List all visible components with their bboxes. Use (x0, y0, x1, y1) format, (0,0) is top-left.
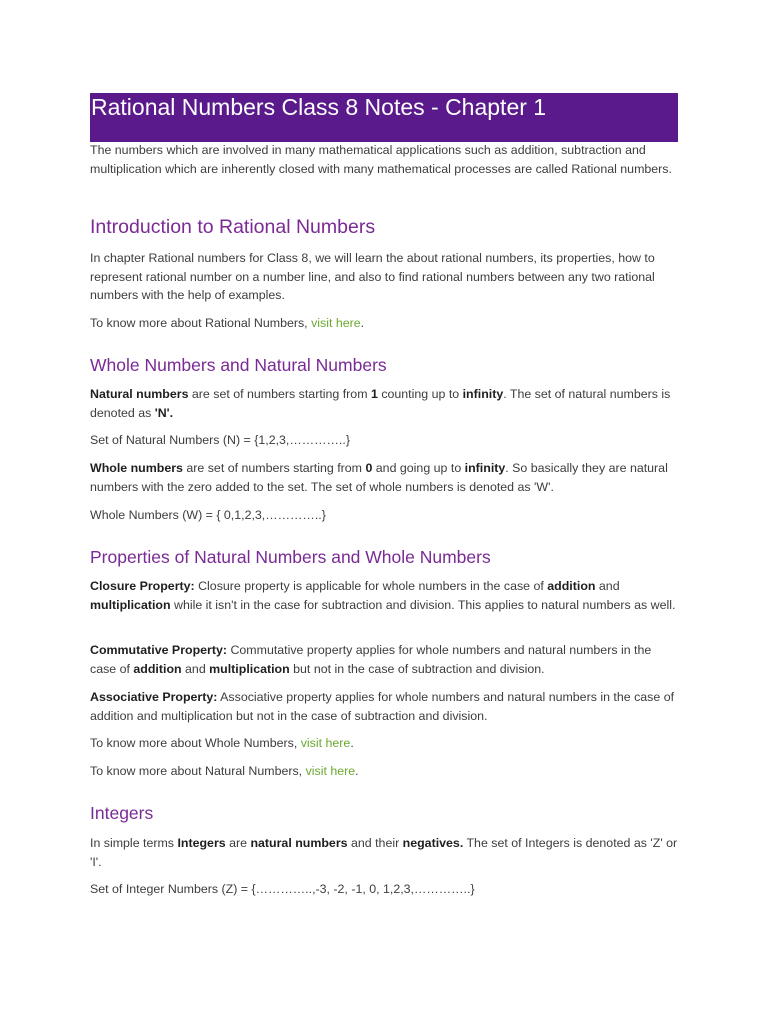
natural-numbers-paragraph (90, 385, 678, 422)
visit-here-link-natural[interactable]: visit here (305, 764, 356, 778)
heading-properties: Properties of Natural Numbers and Whole Numbers (90, 547, 491, 567)
whole-more-paragraph (90, 734, 678, 753)
bold-text: addition (133, 661, 182, 676)
text: Associative property applies for whole numbers and natural numbers in the case of addition and multiplication but not in the case of subtraction and division. (90, 690, 675, 723)
text: Closure property is applicable for whole numbers in the case of (194, 579, 548, 593)
text: while it isn't in the case for subtraction and division. This applies to natural numbers as well. (170, 597, 676, 612)
page-title: Rational Numbers Class 8 Notes - Chapter 1 (91, 94, 547, 120)
bold-text: multiplication (209, 661, 290, 676)
more-suffix: . (360, 316, 365, 330)
text: and going up to (372, 461, 465, 475)
heading-integers: Integers (90, 803, 154, 823)
text: The set of Integers is denoted as 'Z' or 'I'. (90, 836, 678, 869)
text: In simple terms (90, 836, 178, 850)
bold-text: Associative Property: (90, 690, 218, 704)
introduction-paragraph: In chapter Rational numbers for Class 8, we will learn the about rational numbers, its properties, how to represent rational number on a number line, and also to find rational numbers between any two rational numbers with the help of examples. (90, 251, 655, 302)
section-integers (90, 802, 678, 824)
associative-block (90, 688, 678, 725)
rational-more-paragraph (90, 314, 678, 333)
natural-more-paragraph (90, 762, 678, 781)
closure-block (90, 577, 678, 614)
text: . So basically they are natural numbers with the zero added to the set. The set of whole numbers is denoted as 'W'. (90, 461, 668, 494)
text: . The set of natural numbers is denoted as (90, 387, 671, 420)
rational-more-block (90, 314, 678, 333)
bold-text: Commutative Property: (90, 643, 228, 657)
whole-more-block (90, 734, 678, 753)
bold-text: Whole numbers (90, 461, 183, 475)
intro-paragraph: The numbers which are involved in many mathematical applications such as addition, subtraction and multiplication which are inherently closed with many mathematical processes are called Rational numbers. (90, 143, 672, 176)
commutative-property-paragraph (90, 641, 678, 678)
section-intro (90, 215, 678, 239)
text: are set of numbers starting from (188, 387, 371, 401)
commutative-block (90, 641, 678, 678)
text: Commutative property applies for whole numbers and natural numbers in the case of (90, 643, 652, 676)
more-text: To know more about Natural Numbers, (90, 764, 306, 778)
more-text: To know more about Rational Numbers, (90, 316, 312, 330)
bold-text: Natural numbers (90, 387, 189, 401)
whole-numbers-paragraph (90, 459, 678, 496)
associative-property-paragraph (90, 688, 678, 725)
bold-text: natural numbers (250, 836, 348, 850)
intro-body-block (90, 249, 678, 305)
bold-text: Closure Property: (90, 579, 195, 593)
text: and (181, 661, 210, 676)
bold-text: infinity (462, 387, 504, 401)
intro-paragraph-block (90, 141, 678, 178)
bold-text: infinity (464, 461, 506, 475)
bold-text: multiplication (90, 597, 171, 612)
whole-def-block (90, 459, 678, 496)
bold-text: 'N'. (154, 405, 174, 420)
integers-set: Set of Integer Numbers (Z) = {…………..,-3, -2, -1, 0, 1,2,3,…………..} (90, 882, 475, 896)
heading-whole-natural: Whole Numbers and Natural Numbers (90, 355, 387, 375)
bold-text: 0 (365, 461, 373, 475)
more-suffix: . (355, 764, 359, 778)
natural-def-block (90, 385, 678, 422)
closure-property-paragraph (90, 577, 678, 614)
bold-text: negatives. (402, 836, 464, 850)
more-suffix: . (350, 736, 354, 750)
section-properties (90, 546, 678, 568)
bold-text: Integers (177, 836, 226, 850)
text: but not in the case of subtraction and division. (289, 661, 545, 676)
page-title-banner (90, 93, 678, 142)
natural-set-block (90, 431, 678, 450)
integers-def-block (90, 834, 678, 871)
text: are (225, 836, 251, 850)
integers-paragraph (90, 834, 678, 871)
natural-more-block (90, 762, 678, 781)
visit-here-link-whole[interactable]: visit here (300, 736, 351, 750)
text: and their (347, 836, 403, 850)
natural-set: Set of Natural Numbers (N) = {1,2,3,…………..} (90, 433, 350, 447)
heading-introduction: Introduction to Rational Numbers (90, 216, 376, 238)
whole-set-block (90, 506, 678, 525)
document-page (90, 93, 678, 896)
text: are set of numbers starting from (182, 461, 366, 475)
integers-set-block (90, 880, 678, 899)
whole-set: Whole Numbers (W) = { 0,1,2,3,…………..} (90, 508, 326, 522)
bold-text: addition (547, 579, 596, 593)
text: and (595, 579, 620, 593)
bold-text: 1 (370, 387, 378, 401)
visit-here-link-rational[interactable]: visit here (311, 316, 361, 330)
text: counting up to (377, 387, 463, 401)
more-text: To know more about Whole Numbers, (90, 736, 301, 750)
section-whole-natural (90, 354, 678, 376)
